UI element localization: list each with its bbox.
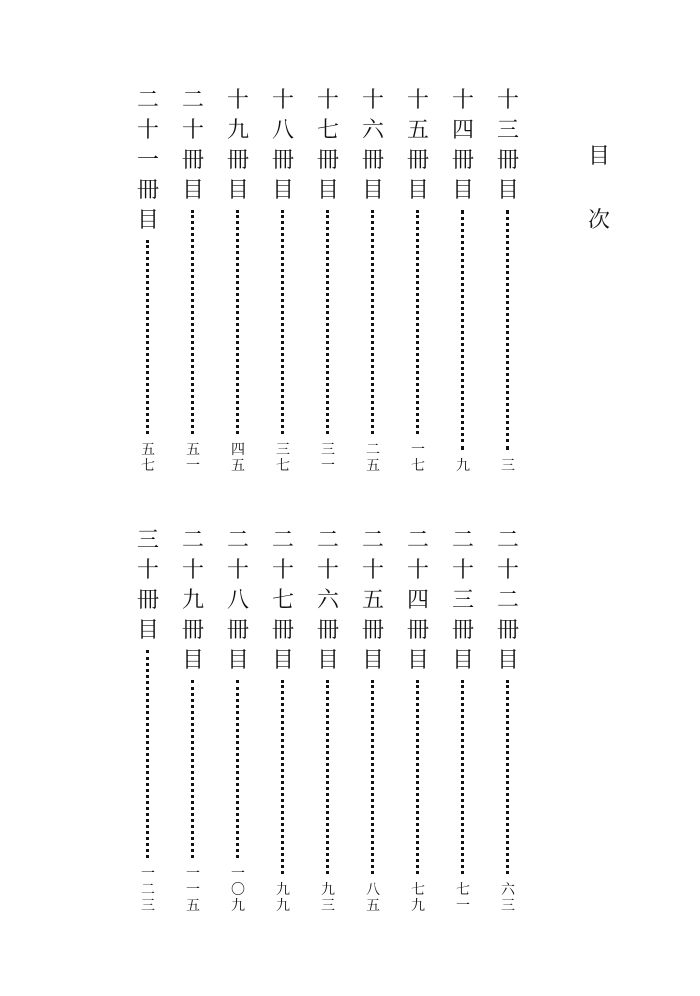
dot-leader — [146, 650, 153, 858]
entry-page-number: 六 三 — [501, 882, 515, 914]
dot-leader — [146, 240, 153, 434]
entry-page-number: 五 一 — [186, 442, 200, 474]
toc-entry — [314, 86, 342, 486]
dot-leader — [371, 210, 378, 434]
entry-label: 二 十 冊 目 — [181, 88, 204, 203]
dot-leader — [461, 210, 468, 450]
toc-title-char: 次 — [587, 208, 610, 233]
entry-label: 二 十 八 冊 目 — [226, 528, 249, 673]
entry-page-number: 九 三 — [321, 882, 335, 914]
entry-label: 十 七 冊 目 — [316, 88, 339, 203]
entry-page-number: 二 五 — [366, 442, 380, 474]
entry-label: 三 十 冊 目 — [136, 528, 159, 643]
toc-entry — [224, 86, 252, 486]
toc-entry — [314, 526, 342, 926]
dot-leader — [191, 210, 198, 434]
dot-leader — [236, 680, 243, 858]
entry-label: 二 十 六 冊 目 — [316, 528, 339, 673]
toc-entry — [404, 86, 432, 486]
entry-page-number: 一 二 三 — [141, 866, 155, 914]
toc-entry — [494, 86, 522, 486]
dot-leader — [281, 680, 288, 874]
entry-label: 十 三 冊 目 — [496, 88, 519, 203]
entry-page-number: 七 九 — [411, 882, 425, 914]
entry-label: 二 十 九 冊 目 — [181, 528, 204, 673]
toc-entry — [404, 526, 432, 926]
entry-label: 二 十 四 冊 目 — [406, 528, 429, 673]
entry-page-number: 九 九 — [276, 882, 290, 914]
toc-entry — [449, 526, 477, 926]
toc-entry — [359, 86, 387, 486]
entry-label: 十 八 冊 目 — [271, 88, 294, 203]
dot-leader — [281, 210, 288, 434]
dot-leader — [326, 680, 333, 874]
entry-label: 二 十 二 冊 目 — [496, 528, 519, 673]
toc-entry — [179, 526, 207, 926]
entry-label: 二 十 一 冊 目 — [136, 88, 159, 233]
toc-entry — [269, 526, 297, 926]
dot-leader — [416, 210, 423, 434]
toc-group-volumes-22-30 — [0, 526, 700, 926]
entry-page-number: 三 — [501, 458, 515, 474]
dot-leader — [191, 680, 198, 858]
entry-page-number: 四 五 — [231, 442, 245, 474]
toc-group-volumes-13-21 — [0, 86, 700, 486]
entry-page-number: 九 — [456, 458, 470, 474]
entry-label: 十 六 冊 目 — [361, 88, 384, 203]
entry-label: 十 四 冊 目 — [451, 88, 474, 203]
toc-entry — [449, 86, 477, 486]
entry-page-number: 七 一 — [456, 882, 470, 914]
toc-entry — [134, 526, 162, 926]
dot-leader — [506, 210, 513, 450]
entry-page-number: 八 五 — [366, 882, 380, 914]
entry-page-number: 三 七 — [276, 442, 290, 474]
entry-page-number: 五 七 — [141, 442, 155, 474]
entry-page-number: 一 〇 九 — [231, 866, 245, 914]
entry-label: 二 十 三 冊 目 — [451, 528, 474, 673]
toc-entry — [359, 526, 387, 926]
entry-label: 二 十 七 冊 目 — [271, 528, 294, 673]
entry-page-number: 三 一 — [321, 442, 335, 474]
dot-leader — [416, 680, 423, 874]
toc-title-char: 目 — [587, 144, 610, 169]
dot-leader — [236, 210, 243, 434]
toc-entry — [494, 526, 522, 926]
entry-page-number: 一 一 五 — [186, 866, 200, 914]
toc-entry — [269, 86, 297, 486]
dot-leader — [371, 680, 378, 874]
toc-entry — [179, 86, 207, 486]
dot-leader — [506, 680, 513, 874]
entry-label: 二 十 五 冊 目 — [361, 528, 384, 673]
toc-entry — [224, 526, 252, 926]
entry-page-number: 一 七 — [411, 442, 425, 474]
entry-label: 十 九 冊 目 — [226, 88, 249, 203]
dot-leader — [461, 680, 468, 874]
entry-label: 十 五 冊 目 — [406, 88, 429, 203]
dot-leader — [326, 210, 333, 434]
toc-entry — [134, 86, 162, 486]
